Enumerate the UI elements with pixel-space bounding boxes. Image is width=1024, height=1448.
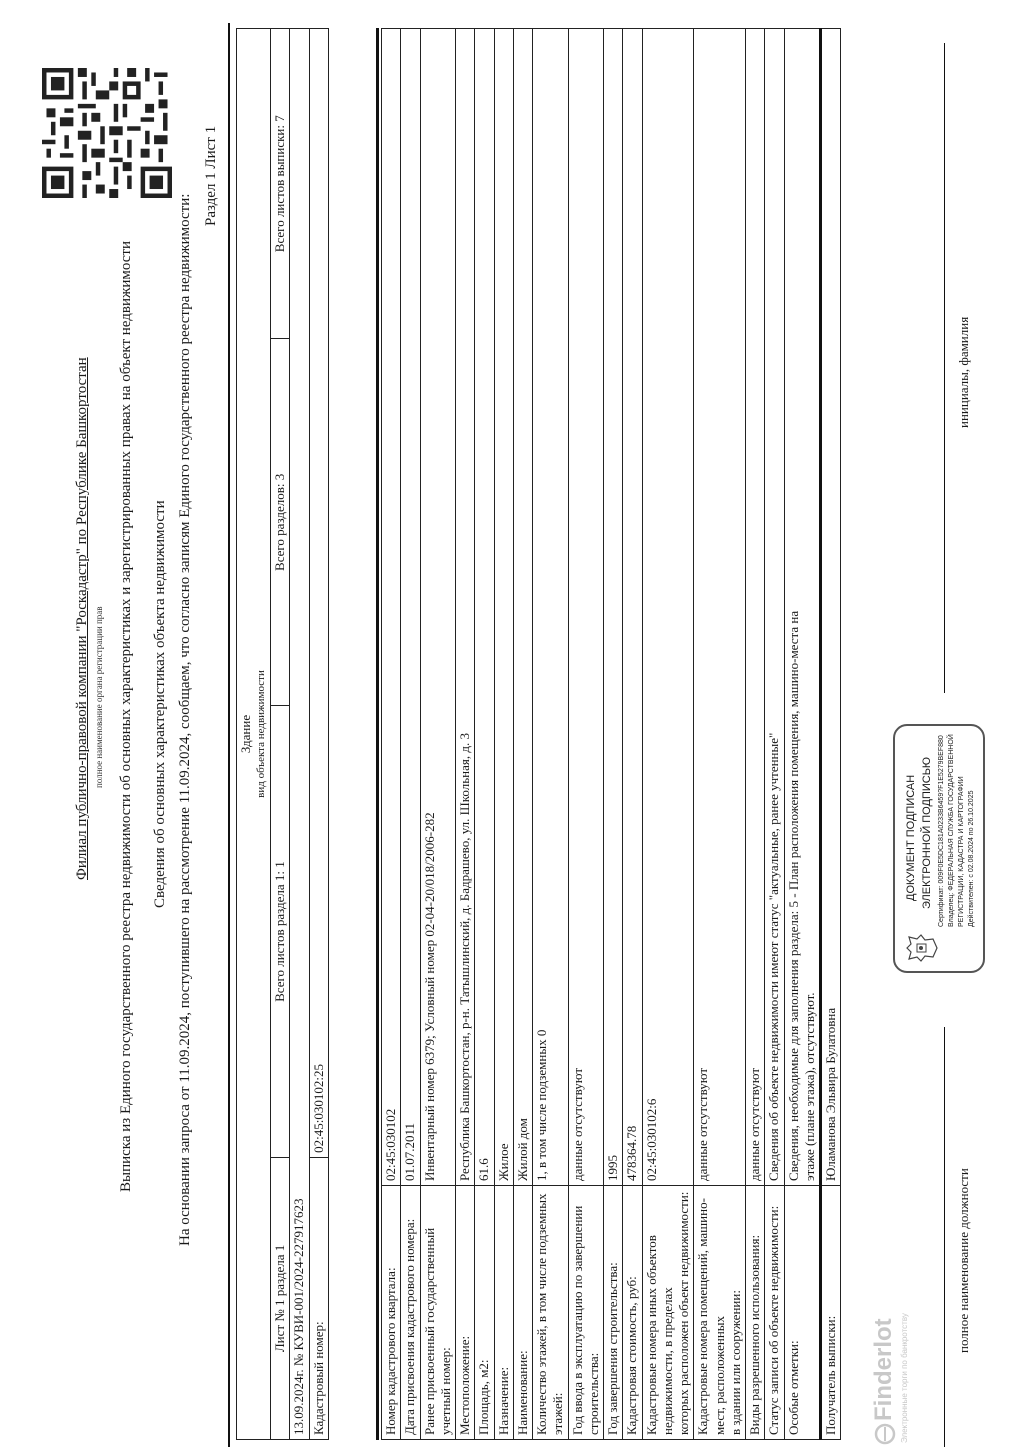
table-row <box>513 29 532 1440</box>
request-basis: На основании запроса от 11.09.2024, поступившего на рассмотрение 11.09.2024, сообщаем, что согласно записям Единого государственного реестра недвижимости: <box>177 193 193 1246</box>
row-value-line: этаже (плане этажа), отсутствуют. <box>801 992 817 1181</box>
stamp-line-5: РЕГИСТРАЦИИ, КАДАСТРА И КАРТОГРАФИИ <box>958 776 965 927</box>
electronic-signature-stamp <box>893 724 985 973</box>
name-caption: инициалы, фамилия <box>956 316 971 428</box>
row-label: Особые отметки: <box>784 1186 821 1440</box>
table-rule <box>376 28 379 1440</box>
extract-sheets-count: Всего листов выписки: 7 <box>272 115 287 253</box>
row-label: Местоположение: <box>456 1186 475 1440</box>
row-value: Юламанова Эльвира Булатовна <box>821 29 841 1186</box>
row-label-line: которых расположен объект недвижимости: <box>676 1191 691 1435</box>
row-label: Наименование: <box>513 1186 532 1440</box>
row-label: Получатель выписки: <box>821 1186 841 1440</box>
row-label: Год завершения строительства: <box>604 1186 623 1440</box>
stamp-line-1: ДОКУМЕНТ ПОДПИСАН <box>905 774 917 901</box>
table-row <box>623 29 642 1440</box>
table-row <box>456 29 475 1440</box>
cadastral-number-label: Кадастровый номер: <box>310 1321 326 1435</box>
stamp-line-3: Сертификат: 009F0E5DC181A0233B6459?F1E5279BEF880 <box>938 735 945 927</box>
org-name: Филиал публично-правовой компании "Роскадастр" по Республике Башкортостан <box>74 357 90 880</box>
row-value: 478364.78 <box>623 29 642 1186</box>
row-label-line: Кадастровые номера помещений, машино-мест, расположенных <box>695 1198 727 1435</box>
row-value: Сведения об объекте недвижимости имеют статус "актуальные, ранее учтенные" <box>765 29 784 1186</box>
sheet-number: Лист № 1 раздела 1 <box>272 1244 287 1353</box>
row-value: данные отсутствуют <box>746 29 765 1186</box>
row-label: Номер кадастрового квартала: <box>382 1186 401 1440</box>
table-row <box>821 29 841 1440</box>
qr-code-icon <box>42 68 172 198</box>
object-type-caption: вид объекта недвижимости <box>255 670 268 798</box>
row-label: Назначение: <box>494 1186 513 1440</box>
watermark-brand: Finderlot <box>870 1318 897 1421</box>
row-label <box>694 1186 746 1440</box>
table-row <box>784 29 821 1440</box>
sections-count: Всего разделов: 3 <box>272 473 287 571</box>
row-value: Инвентарный номер 6379; Условный номер 02-04-20/018/2006-282 <box>420 29 456 1186</box>
row-value: 02:45:030102 <box>382 29 401 1186</box>
row-value <box>784 29 821 1186</box>
table-row <box>642 29 694 1440</box>
row-value: данные отсутствуют <box>694 29 746 1186</box>
row-label: Количество этажей, в том числе подземных этажей: <box>533 1186 569 1440</box>
row-label <box>642 1186 694 1440</box>
row-label: Кадастровая стоимость, руб: <box>623 1186 642 1440</box>
table-row <box>694 29 746 1440</box>
table-row <box>494 29 513 1440</box>
table-row <box>604 29 623 1440</box>
table-row <box>746 29 765 1440</box>
row-label: Год ввода в эксплуатацию по завершении строительства: <box>568 1186 604 1440</box>
cadastral-number-value: 02:45:030102:25 <box>310 1063 326 1153</box>
row-value: Жилой дом <box>513 29 532 1186</box>
table-row <box>568 29 604 1440</box>
row-value: Жилое <box>494 29 513 1186</box>
row-label-line: в здании или сооружении: <box>727 1290 743 1435</box>
section-sheets-count: Всего листов раздела 1: 1 <box>272 861 287 1002</box>
row-label: Статус записи об объекте недвижимости: <box>765 1186 784 1440</box>
row-label: Площадь, м2: <box>475 1186 494 1440</box>
stamp-line-6: Действителен: с 02.08.2024 по 26.10.2025 <box>968 790 975 927</box>
table-row <box>420 29 456 1440</box>
row-value-line: Сведения, необходимые для заполнения раздела: 5 - План расположения помещения, машино-места на <box>785 610 801 1181</box>
row-value: 1995 <box>604 29 623 1186</box>
name-line <box>944 43 945 693</box>
stamp-line-2: ЭЛЕКТРОННОЙ ПОДПИСЬЮ <box>921 756 933 909</box>
document-title: Выписка из Единого государственного реестра недвижимости об основных характеристиках и зарегистрированных правах на объект недвижимости <box>118 240 134 1192</box>
table-row <box>475 29 494 1440</box>
row-value: 01.07.2011 <box>401 29 420 1186</box>
row-value: 02:45:030102:6 <box>642 29 694 1186</box>
watermark-tagline: Электронные торги по банкротству <box>900 1313 909 1443</box>
table-row <box>533 29 569 1440</box>
extract-date-number: 13.09.2024г. № КУВИ-001/2024-227917623 <box>291 1198 307 1435</box>
coat-of-arms-icon <box>905 933 939 963</box>
header-table <box>236 28 329 1440</box>
row-label-line: Кадастровые номера иных объектов недвижимости, в пределах <box>643 1235 675 1435</box>
row-value: 61.6 <box>475 29 494 1186</box>
position-line <box>944 1027 945 1447</box>
org-caption: полное наименование органа регистрации прав <box>94 606 104 788</box>
header-rule <box>228 23 230 1447</box>
finderlot-logo-icon <box>874 1423 896 1445</box>
stamp-line-4: Владелец: ФЕДЕРАЛЬНАЯ СЛУЖБА ГОСУДАРСТВЕННОЙ <box>948 734 955 927</box>
row-label: Виды разрешенного использования: <box>746 1186 765 1440</box>
object-characteristics-table <box>381 28 841 1440</box>
row-label: Ранее присвоенный государственный учетный номер: <box>420 1186 456 1440</box>
row-value: 1, в том числе подземных 0 <box>533 29 569 1186</box>
row-value: Республика Башкортостан, р-н. Татышлинский, д. Бадрашево, ул. Школьная, д. 3 <box>456 29 475 1186</box>
document-subtitle: Сведения об основных характеристиках объекта недвижимости <box>152 500 168 908</box>
row-value: данные отсутствуют <box>568 29 604 1186</box>
section-label: Раздел 1 Лист 1 <box>203 125 219 226</box>
object-type: Здание <box>238 714 253 754</box>
table-row <box>765 29 784 1440</box>
row-label: Дата присвоения кадастрового номера: <box>401 1186 420 1440</box>
table-row <box>401 29 420 1440</box>
position-caption: полное наименование должности <box>956 1168 971 1353</box>
table-row <box>382 29 401 1440</box>
